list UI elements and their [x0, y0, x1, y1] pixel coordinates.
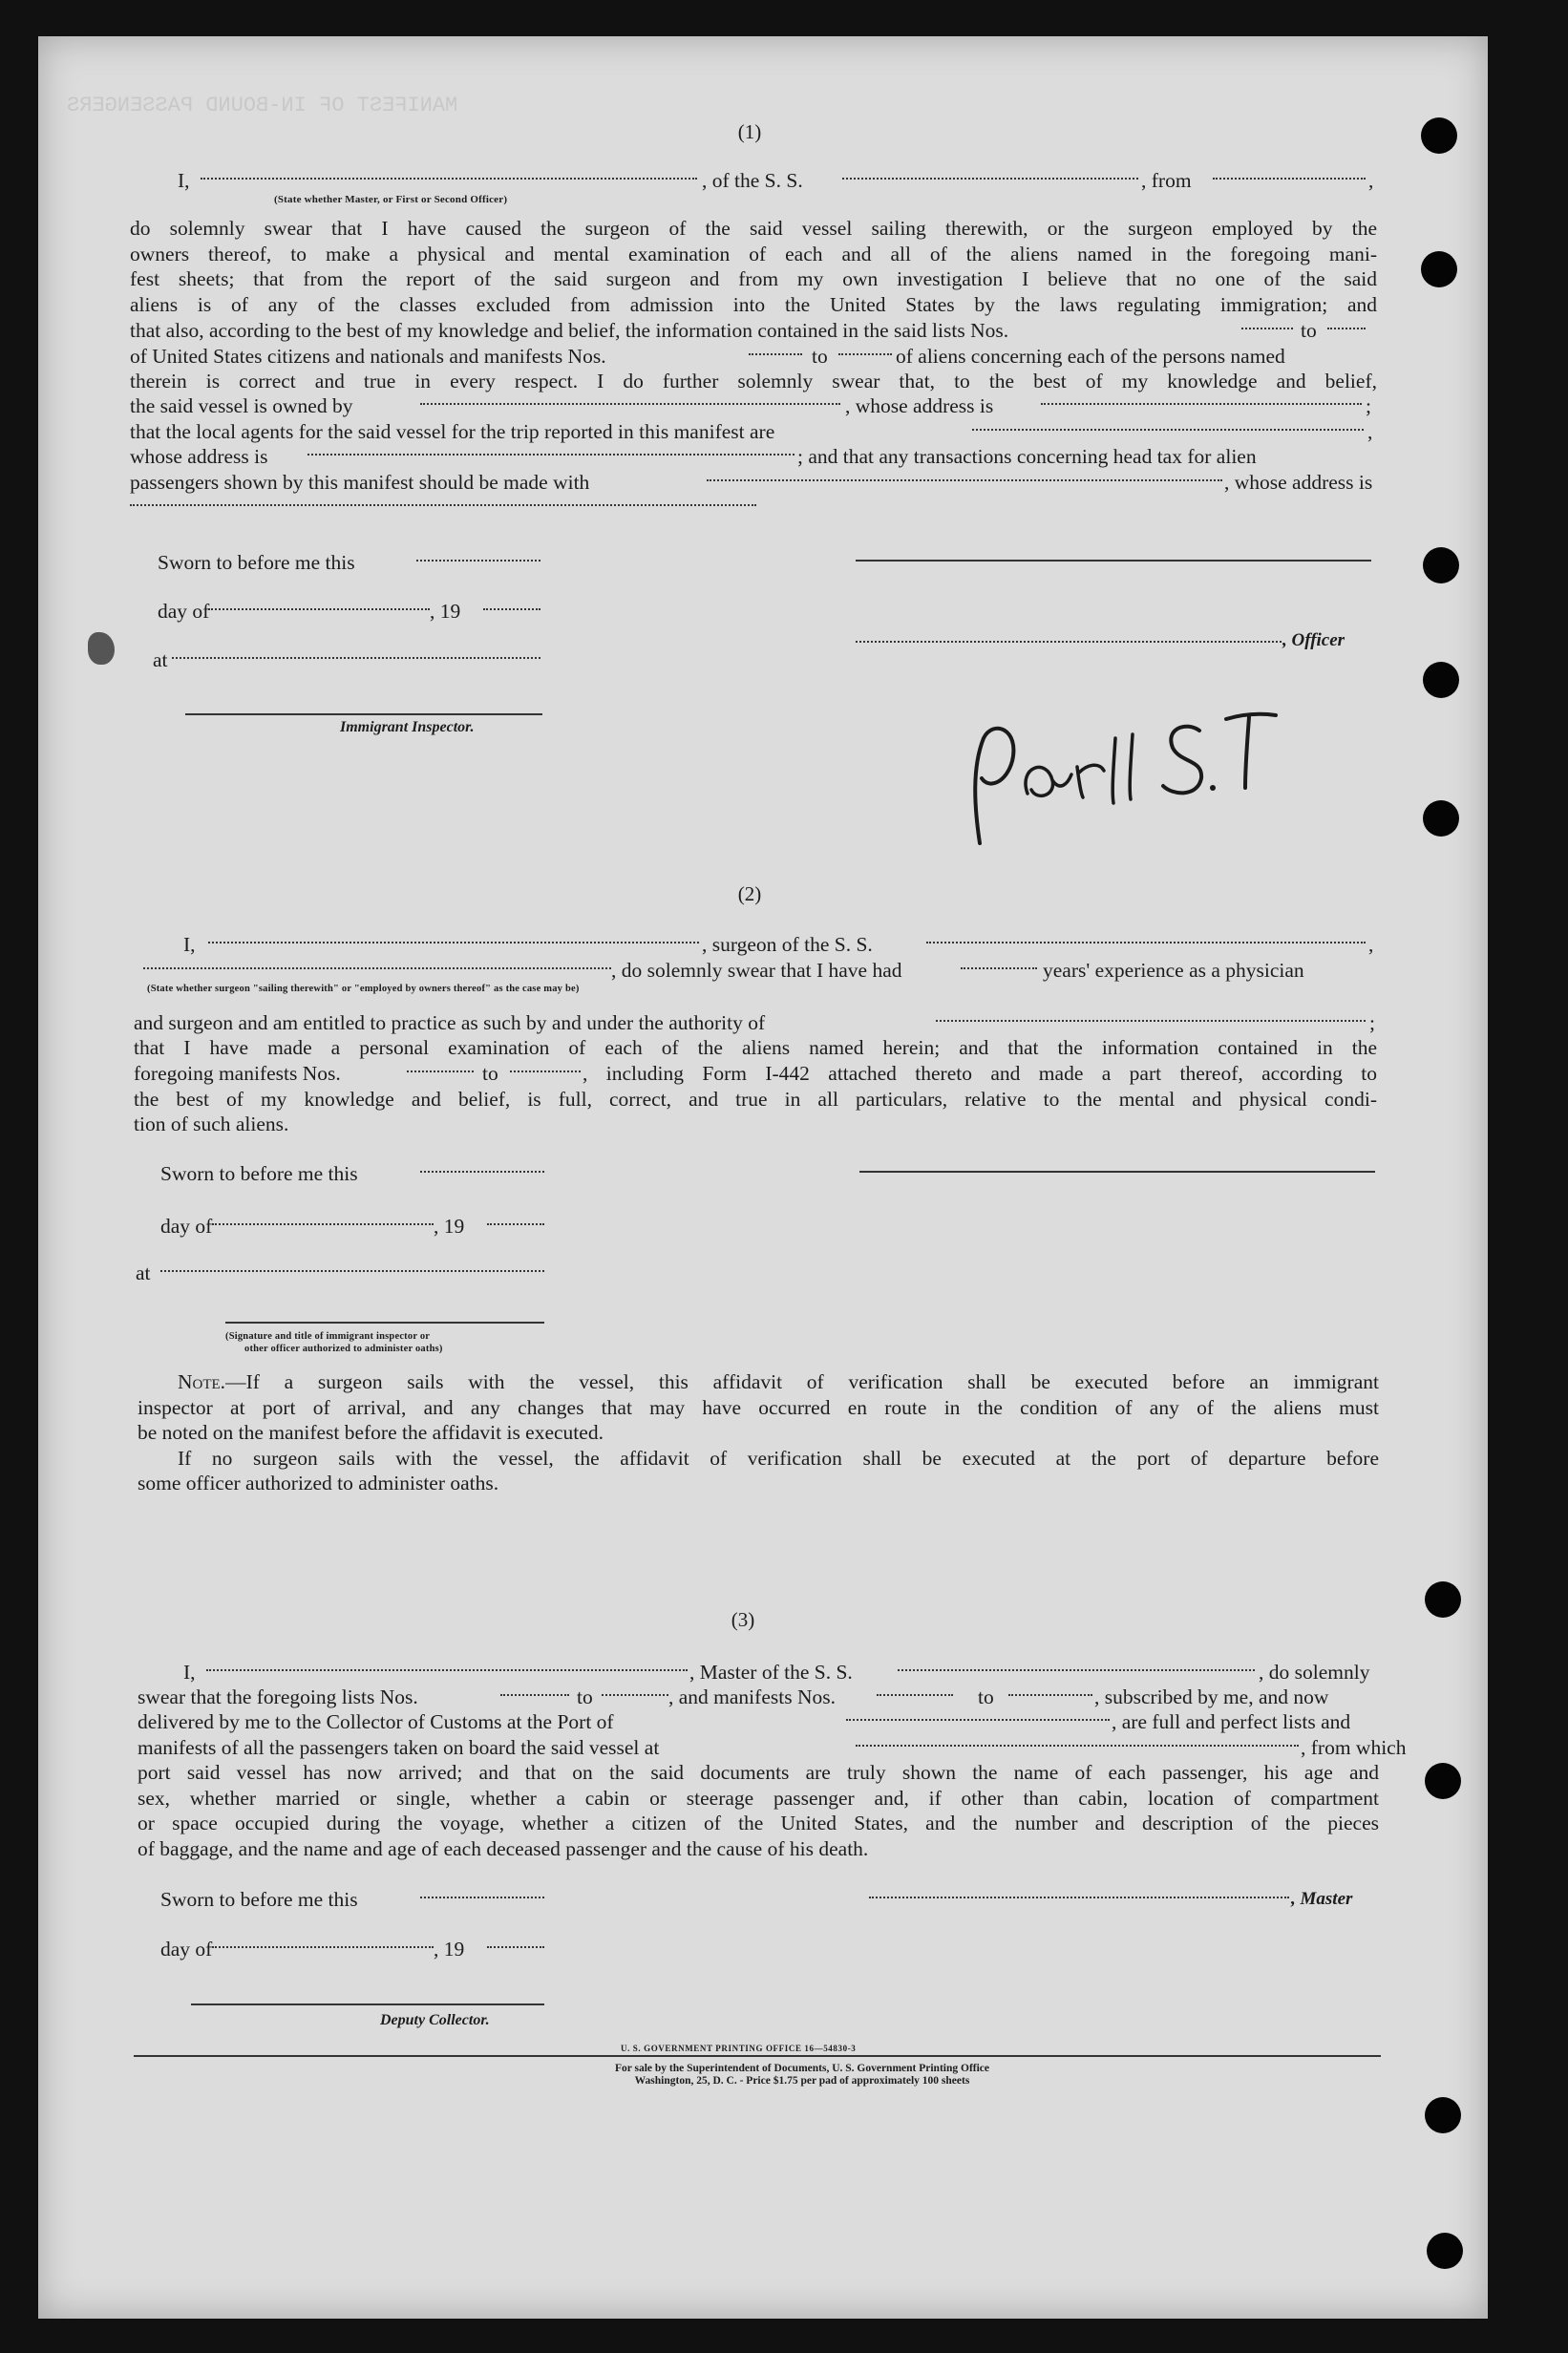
note-text-1: —If a surgeon sails with the vessel, this affidavit of verification shall be executed before an immigrant [225, 1370, 1379, 1393]
surgeon-name-field[interactable] [208, 942, 699, 943]
section1-paragraph-line-3: fest sheets; that from the report of the said surgeon and from my own investigation I believe that no one of the said [130, 267, 1377, 290]
section1-paragraph-line-1: do solemnly swear that I have caused the surgeon of the said vessel sailing therewith, or the surgeon employed by the [130, 217, 1377, 240]
section3-delivered-text: delivered by me to the Collector of Customs at the Port of [138, 1710, 614, 1733]
vessel-name-field[interactable] [842, 178, 1138, 180]
section1-whose-end: ; and that any transactions concerning head tax for alien [797, 445, 1257, 468]
manifest-back-page [38, 36, 1488, 2319]
owner-field[interactable] [420, 403, 840, 405]
section2-examination-line: that I have made a personal examination of each of the aliens named herein; and that the information contained in the [134, 1036, 1377, 1059]
head-tax-contact-field[interactable] [707, 479, 1222, 481]
section1-paragraph-line-4: aliens is of any of the classes excluded from admission into the United States by the laws regulating immigration; and [130, 293, 1377, 316]
section3-swear-to-2: to [978, 1685, 994, 1708]
section3-port-line: port said vessel has now arrived; and that on the said documents are truly shown the name of each passenger, his age and [138, 1761, 1379, 1784]
punch-hole [1421, 251, 1457, 287]
section3-solemnly: , do solemnly [1259, 1661, 1370, 1684]
section3-lists-from-field[interactable] [500, 1694, 569, 1696]
section1-passengers-text: passengers shown by this manifest should be made with [130, 471, 590, 494]
section2-sworn-date-field[interactable] [420, 1171, 544, 1173]
section3-swear-text: swear that the foregoing lists Nos. [138, 1685, 418, 1708]
footer-line-2: Washington, 25, D. C. - Price $1.75 per pad of approximately 100 sheets [634, 2075, 970, 2087]
punch-hole [1421, 117, 1457, 154]
section3-master-signature-field[interactable] [869, 1897, 1289, 1898]
master-name-field[interactable] [206, 1669, 688, 1671]
section1-day-of-label: day of [158, 600, 210, 623]
section2-signature-caption-1: (Signature and title of immigrant inspector or [225, 1331, 431, 1342]
punch-hole [1425, 1763, 1461, 1799]
section2-year-label: , 19 [434, 1215, 465, 1238]
section2-swear-text: , do solemnly swear that I have had [611, 959, 902, 982]
section1-heading: (1) [737, 120, 762, 143]
section3-sworn-label: Sworn to before me this [160, 1888, 358, 1911]
section1-i-label: I, [178, 169, 190, 192]
section2-foregoing-text: foregoing manifests Nos. [134, 1062, 341, 1085]
note-line-5: some officer authorized to administer oaths. [138, 1472, 499, 1494]
owner-address-field[interactable] [1041, 403, 1362, 405]
surgeon-type-field[interactable] [143, 967, 611, 969]
section3-manifests-all-text: manifests of all the passengers taken on board the said vessel at [138, 1736, 660, 1759]
section3-sex-line: sex, whether married or single, whether a cabin or steerage passenger and, if other than cabin, location of compartment [138, 1787, 1379, 1810]
section1-officer-field[interactable] [856, 641, 1282, 643]
section3-master-sign-label: , Master [1291, 1889, 1353, 1909]
section1-whose-text: whose address is [130, 445, 268, 468]
section3-manifests-to-field[interactable] [1008, 1694, 1092, 1696]
footer-divider [134, 2055, 1381, 2057]
section2-sworn-label: Sworn to before me this [160, 1162, 358, 1185]
officer-rank-field[interactable] [201, 178, 697, 180]
section1-inspector-label: Immigrant Inspector. [340, 719, 475, 735]
section3-month-field[interactable] [212, 1946, 434, 1948]
section2-knowledge-line: the best of my knowledge and belief, is full, correct, and true in all particulars, relative to the mental and physical condi- [134, 1088, 1377, 1111]
section3-manifests-from-field[interactable] [877, 1694, 953, 1696]
section3-subscribed-text: , subscribed by me, and now [1094, 1685, 1329, 1708]
section3-lists-to-field[interactable] [602, 1694, 668, 1696]
section2-form-text: , including Form I-442 attached thereto and made a part thereof, according to [583, 1062, 1377, 1085]
section3-vessel-field[interactable] [898, 1669, 1255, 1671]
section2-signature-caption-2: other officer authorized to administer oaths) [244, 1344, 443, 1354]
section2-authority-end: ; [1369, 1011, 1375, 1034]
lists-from-field[interactable] [1241, 328, 1293, 329]
section2-manifests-to-field[interactable] [510, 1071, 581, 1072]
printing-office-line: U. S. GOVERNMENT PRINTING OFFICE 16—54830-3 [621, 2044, 857, 2053]
section2-foregoing-to: to [482, 1062, 498, 1085]
manifests-from-field[interactable] [749, 353, 802, 355]
section1-agents-end: , [1367, 420, 1373, 443]
note-line-4: If no surgeon sails with the vessel, the affidavit of verification shall be executed at the port of departure before [178, 1447, 1379, 1470]
port-of-departure-field[interactable] [856, 1745, 1299, 1747]
section2-vessel-field[interactable] [926, 942, 1366, 943]
section2-manifests-from-field[interactable] [407, 1071, 474, 1072]
section1-owned-text: the said vessel is owned by [130, 394, 353, 417]
years-experience-field[interactable] [961, 967, 1037, 969]
punch-hole [1423, 662, 1459, 698]
section1-therein-line: therein is correct and true in every respect. I do further solemnly swear that, to the best of my knowledge and belief, [130, 370, 1377, 392]
section1-of-ss-label: , of the S. S. [702, 169, 803, 192]
section2-authority-text: and surgeon and am entitled to practice as such by and under the authority of [134, 1011, 766, 1034]
section1-year-field[interactable] [483, 608, 540, 610]
punch-hole [1425, 2097, 1461, 2133]
section2-physician-text: years' experience as a physician [1043, 959, 1304, 982]
authority-field[interactable] [936, 1020, 1366, 1022]
section3-heading: (3) [731, 1608, 755, 1631]
section1-lists-text: that also, according to the best of my knowledge and belief, the information contained in the said lists Nos. [130, 319, 1009, 342]
handwritten-annotation [961, 700, 1285, 862]
punch-hole [1423, 547, 1459, 583]
section2-heading: (2) [737, 882, 762, 905]
note-line-1 [178, 1369, 1379, 1395]
section2-at-field[interactable] [160, 1270, 544, 1272]
section1-at-label: at [153, 648, 168, 671]
punch-hole [1427, 2233, 1463, 2269]
section3-year-label: , 19 [434, 1938, 465, 1961]
section1-comma: , [1368, 169, 1374, 192]
agents-address-field[interactable] [307, 454, 795, 456]
section1-rank-caption: (State whether Master, or First or Second Officer) [274, 194, 508, 205]
note-label: Note. [178, 1370, 226, 1393]
section3-perfect-text: , are full and perfect lists and [1112, 1710, 1351, 1733]
section1-month-field[interactable] [208, 608, 430, 610]
note-line-3: be noted on the manifest before the affidavit is executed. [138, 1421, 604, 1444]
section1-agents-text: that the local agents for the said vessel for the trip reported in this manifest are [130, 420, 775, 443]
agents-field[interactable] [972, 429, 1364, 431]
note-line-2: inspector at port of arrival, and any changes that may have occurred en route in the condition of any of the aliens must [138, 1396, 1379, 1419]
section1-inspector-signature-line[interactable] [185, 713, 542, 715]
section3-space-line: or space occupied during the voyage, whether a citizen of the United States, and the number and description of the pieces [138, 1812, 1379, 1834]
section2-tion-line: tion of such aliens. [134, 1113, 289, 1135]
section3-master-label: , Master of the S. S. [689, 1661, 853, 1684]
section2-month-field[interactable] [212, 1223, 434, 1225]
section1-paragraph-line-2: owners thereof, to make a physical and mental examination of each and all of the aliens named in the foregoing mani- [130, 243, 1377, 265]
punch-hole [1425, 1581, 1461, 1618]
section1-from-label: , from [1141, 169, 1192, 192]
section1-sworn-label: Sworn to before me this [158, 551, 355, 574]
section3-i-label: I, [183, 1661, 196, 1684]
section3-manifests-text: , and manifests Nos. [668, 1685, 836, 1708]
section3-swear-to-1: to [577, 1685, 593, 1708]
section2-i-label: I, [183, 933, 196, 956]
section2-year-field[interactable] [487, 1223, 544, 1225]
section2-at-label: at [136, 1261, 151, 1284]
section1-owned-end: ; [1366, 394, 1371, 417]
section3-from-which: , from which [1301, 1736, 1407, 1759]
from-port-field[interactable] [1213, 178, 1366, 180]
section1-officer-signature-line[interactable] [856, 560, 1371, 562]
section1-lists-to: to [1301, 319, 1317, 342]
port-of-arrival-field[interactable] [846, 1719, 1110, 1721]
section1-at-field[interactable] [172, 657, 540, 659]
section2-surgeon-label: , surgeon of the S. S. [702, 933, 873, 956]
section3-sworn-date-field[interactable] [420, 1897, 544, 1898]
section1-officer-label: , Officer [1282, 630, 1346, 650]
handwriting-text: Pan S.I [961, 700, 966, 701]
manifests-to-field[interactable] [838, 353, 892, 355]
section1-year-label: , 19 [430, 600, 461, 623]
section2-surgeon-signature-line[interactable] [859, 1171, 1375, 1173]
section3-deputy-label: Deputy Collector. [380, 2012, 490, 2028]
section2-inspector-signature-line[interactable] [225, 1322, 544, 1324]
section1-sworn-date-field[interactable] [416, 560, 540, 562]
bleed-through-text: MANIFEST OF IN-BOUND PASSENGERS [67, 94, 458, 117]
section3-day-of-label: day of [160, 1938, 213, 1961]
lists-to-field[interactable] [1327, 328, 1366, 329]
head-tax-address-field[interactable] [130, 504, 756, 506]
punch-hole [1423, 800, 1459, 837]
section1-citizens-end: of aliens concerning each of the persons named [896, 345, 1285, 368]
section3-collector-signature-line[interactable] [191, 2003, 544, 2005]
section2-surgeon-caption: (State whether surgeon "sailing therewith" or "employed by owners thereof" as the case may be) [147, 984, 580, 994]
section1-citizens-text: of United States citizens and nationals and manifests Nos. [130, 345, 606, 368]
section2-comma: , [1368, 933, 1374, 956]
section2-day-of-label: day of [160, 1215, 213, 1238]
section1-owned-address: , whose address is [845, 394, 994, 417]
section1-citizens-to: to [812, 345, 828, 368]
ink-smudge [88, 632, 115, 665]
section3-year-field[interactable] [487, 1946, 544, 1948]
footer-line-1: For sale by the Superintendent of Documents, U. S. Government Printing Office [614, 2063, 990, 2074]
section1-passengers-address: , whose address is [1224, 471, 1373, 494]
section3-baggage-line: of baggage, and the name and age of each deceased passenger and the cause of his death. [138, 1837, 869, 1860]
